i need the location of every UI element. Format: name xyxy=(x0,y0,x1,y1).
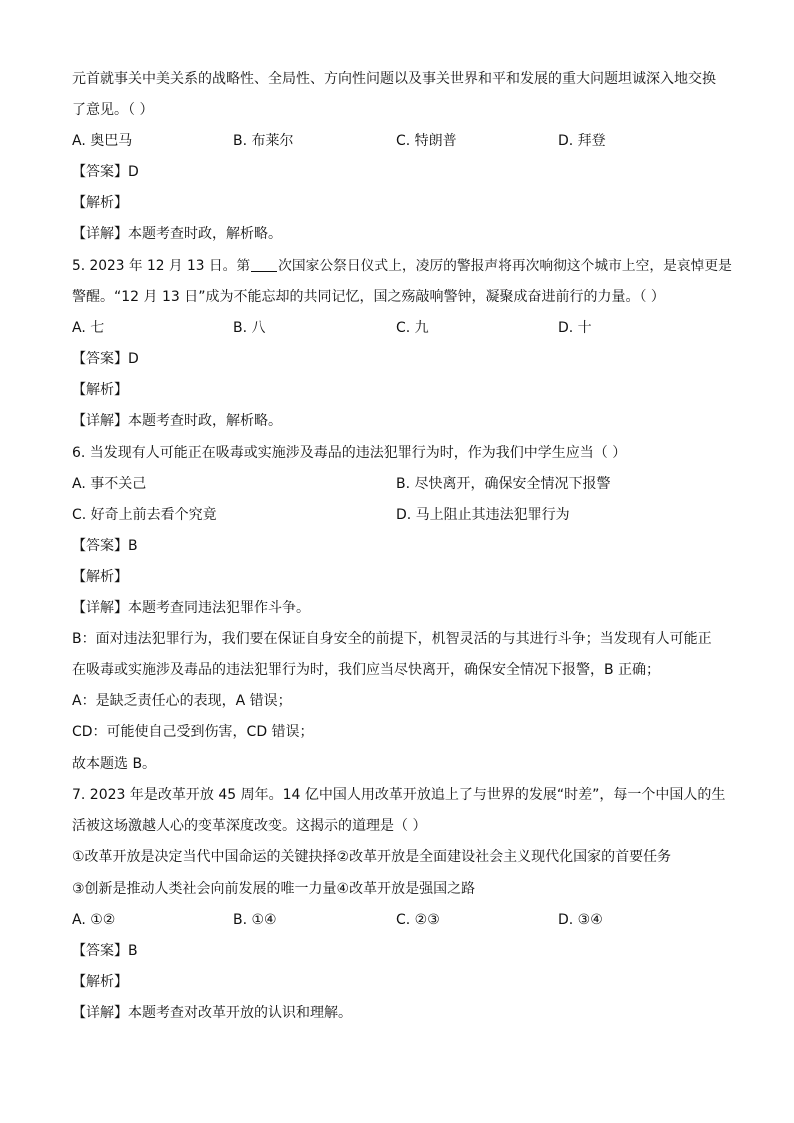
q5-stem-line1 xyxy=(72,257,732,275)
q6-option-b: B. 尽快离开，确保安全情况下报警 xyxy=(396,476,611,492)
q6-conclusion: 故本题选 B。 xyxy=(72,756,157,772)
q7-analysis-label: 【解析】 xyxy=(72,974,128,990)
q7-statements-line1: ①改革开放是决定当代中国命运的关键抉择②改革开放是全面建设社会主义现代化国家的首要任务 xyxy=(72,849,672,865)
q7-option-c: C. ②③ xyxy=(396,912,440,928)
q6-option-c: C. 好奇上前去看个究竟 xyxy=(72,507,217,523)
q6-answer: 【答案】B xyxy=(72,538,138,554)
q4-option-d: D. 拜登 xyxy=(558,133,606,149)
q6-stem: 6. 当发现有人可能正在吸毒或实施涉及毒品的违法犯罪行为时，作为我们中学生应当（ ） xyxy=(72,445,627,461)
q5-analysis-label: 【解析】 xyxy=(72,382,128,398)
q6-explain-b-line2: 在吸毒或实施涉及毒品的违法犯罪行为时，我们应当尽快离开，确保安全情况下报警，B 正确； xyxy=(72,662,661,678)
q6-explain-cd: CD：可能使自己受到伤害，CD 错误； xyxy=(72,724,314,740)
q7-stem-line1: 7. 2023 年是改革开放 45 周年。14 亿中国人用改革开放追上了与世界的发展“时差”，每一个中国人的生 xyxy=(72,787,726,803)
q4-stem-line1: 元首就事关中美关系的战略性、全局性、方向性问题以及事关世界和平和发展的重大问题坦诚深入地交换 xyxy=(72,71,716,87)
q7-answer: 【答案】B xyxy=(72,943,138,959)
q7-detail: 【详解】本题考查对改革开放的认识和理解。 xyxy=(72,1005,352,1021)
q4-stem-line2: 了意见。（ ） xyxy=(72,102,154,118)
q5-option-a: A. 七 xyxy=(72,320,105,336)
q7-option-d: D. ③④ xyxy=(558,912,603,928)
q6-explain-b-line1: B：面对违法犯罪行为，我们要在保证自身安全的前提下，机智灵活的与其进行斗争；当发现有人可能正 xyxy=(72,631,712,647)
q5-stem-line2: 警醒。“12 月 13 日”成为不能忘却的共同记忆，国之殇敲响警钟，凝聚成奋进前行的力量。（ ） xyxy=(72,289,665,305)
q7-statements-line2: ③创新是推动人类社会向前发展的唯一力量④改革开放是强国之路 xyxy=(72,881,476,897)
q5-option-d: D. 十 xyxy=(558,320,592,336)
q5-answer: 【答案】D xyxy=(72,351,139,367)
q4-option-b: B. 布莱尔 xyxy=(233,133,294,149)
q5-option-b: B. 八 xyxy=(233,320,266,336)
q7-option-b: B. ①④ xyxy=(233,912,277,928)
q6-option-a: A. 事不关己 xyxy=(72,476,147,492)
q4-option-c: C. 特朗普 xyxy=(396,133,457,149)
q5-stem-part2: 次国家公祭日仪式上，凌厉的警报声将再次响彻这个城市上空，是哀悼更是 xyxy=(278,258,732,274)
q4-option-a: A. 奥巴马 xyxy=(72,133,133,149)
q7-stem-line2: 活被这场激越人心的变革深度改变。这揭示的道理是（ ） xyxy=(72,818,427,834)
q7-option-a: A. ①② xyxy=(72,912,116,928)
q5-detail: 【详解】本题考查时政，解析略。 xyxy=(72,413,282,429)
q5-option-c: C. 九 xyxy=(396,320,429,336)
q6-option-d: D. 马上阻止其违法犯罪行为 xyxy=(396,507,570,523)
q4-answer: 【答案】D xyxy=(72,164,139,180)
q4-detail: 【详解】本题考查时政，解析略。 xyxy=(72,226,282,242)
q6-analysis-label: 【解析】 xyxy=(72,569,128,585)
q6-detail: 【详解】本题考查同违法犯罪作斗争。 xyxy=(72,600,310,616)
q6-explain-a: A：是缺乏责任心的表现，A 错误； xyxy=(72,693,292,709)
q5-stem-part1: 5. 2023 年 12 月 13 日。第 xyxy=(72,258,251,274)
q5-blank xyxy=(251,257,277,272)
q4-analysis-label: 【解析】 xyxy=(72,195,128,211)
